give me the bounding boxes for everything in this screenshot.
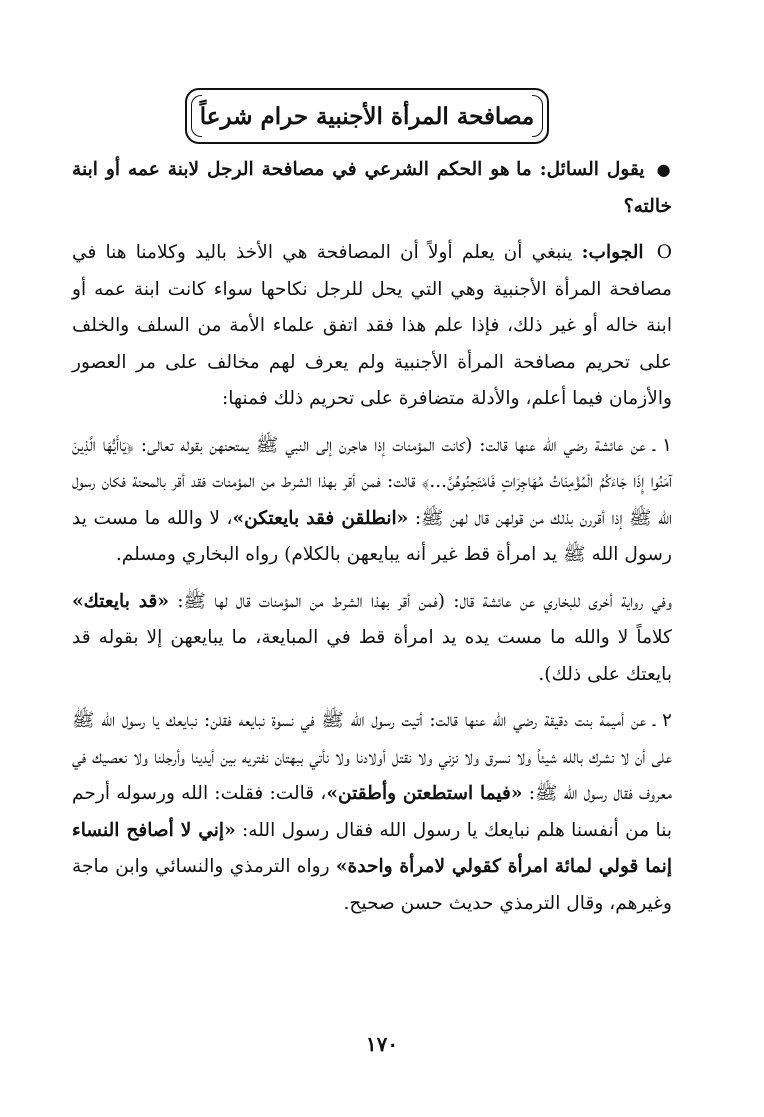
- evidence-1b-text-b: كلاماً لا والله ما مست يده يد امرأة قط في المبايعة، ما يبايعهن إلا بقوله قد بايعتك على ذلك).: [72, 627, 672, 685]
- page-number: ١٧٠: [365, 1032, 399, 1056]
- evidence-1-text-a: ١ ـ عن عائشة رضي الله عنها قالت: (كانت المؤمنات إذا هاجرن إلى النبي ﷺ يمتحنهن بقوله تعالى: ﴿يَاأَيُّهَا الَّذِينَ آمَنُوا إِذَا جَاءَكُمُ الْمُؤْمِنَاتُ مُهَاجِرَاتٍ فَامْتَحِنُوهُنَّ...﴾ قالت: فمن أقر بهذا الشرط من المؤمنات فقد أقر بالمحنة فكان رسول الله ﷺ إذا أقررن بذلك من قولهن قال لهن ﷺ:: [72, 434, 673, 529]
- question-text: ما هو الحكم الشرعي في مصافحة الرجل لابنة عمه أو ابنة خالته؟: [72, 159, 672, 217]
- evidence-1-text-b: ، لا والله ما مست يد رسول الله ﷺ يد امرأة قط غير أنه يبايعهن بالكلام) رواه البخاري ومسلم.: [72, 507, 672, 565]
- evidence-1-paragraph: [72, 428, 672, 574]
- circle-marker-icon: O: [656, 242, 672, 263]
- evidence-1b-paragraph: [72, 584, 672, 694]
- evidence-2-paragraph: [72, 703, 672, 922]
- page-body: [72, 152, 672, 932]
- title-frame: [185, 88, 549, 144]
- answer-text: ينبغي أن يعلم أولاً أن المصافحة هي الأخذ باليد وكلامنا هنا في مصافحة المرأة الأجنبية وهي التي يحل للرجل نكاحها سواء كانت ابنة عمه أو ابنة خاله أو غير ذلك، فإذا علم هذا فقد اتفق علماء الأمة من السلف والخلف على تحريم مصافحة المرأة الأجنبية ولم يعرف لهم مخالف على مر العصور والأزمان فيما أعلم، والأدلة متضافرة على تحريم ذلك فمنها:: [72, 242, 672, 409]
- evidence-1b-text-a: وفي رواية أخرى للبخاري عن عائشة قال: (فمن أقر بهذا الشرط من المؤمنات قال لها ﷺ:: [177, 590, 672, 612]
- evidence-2-text-c: رواه الترمذي والنسائي وابن ماجة وغيرهم، وقال الترمذي حديث حسن صحيح.: [72, 856, 672, 914]
- evidence-2-text-a: ٢ ـ عن أميمة بنت دقيقة رضي الله عنها قالت: أتيت رسول الله ﷺ في نسوة نبايعه فقلن: نبايعك يا رسول الله ﷺ على أن لا نشرك بالله شيئاً ولا نسرق ولا نزني ولا نقتل أولادنا ولا نأتي ببهتان نفتريه بين أيدينا وأرجلنا ولا نعصيك في معروف فقال رسول الله ﷺ:: [72, 710, 672, 804]
- evidence-2-quote-1: «فيما استطعتن وأطقتن»: [326, 783, 523, 804]
- answer-label: الجواب:: [581, 242, 644, 263]
- evidence-1-quote: «انطلقن فقد بايعتكن»: [232, 507, 409, 529]
- bullet-icon: ●: [656, 160, 673, 179]
- question-label: يقول السائل:: [539, 159, 645, 180]
- question-paragraph: [72, 152, 672, 225]
- evidence-2-text-b: ، قالت: فقلت: الله ورسوله أرحم بنا من أنفسنا هلم نبايعك يا رسول الله فقال رسول الله:: [72, 783, 672, 841]
- page-title: مصافحة المرأة الأجنبية حرام شرعاً: [199, 102, 535, 130]
- evidence-1b-quote: «قد بايعتك»: [72, 590, 169, 612]
- evidence-2-quote-2: «إني لا أصافح النساء إنما قولي لمائة امرأة كقولي لامرأة واحدة»: [72, 819, 672, 877]
- answer-paragraph: [72, 235, 672, 418]
